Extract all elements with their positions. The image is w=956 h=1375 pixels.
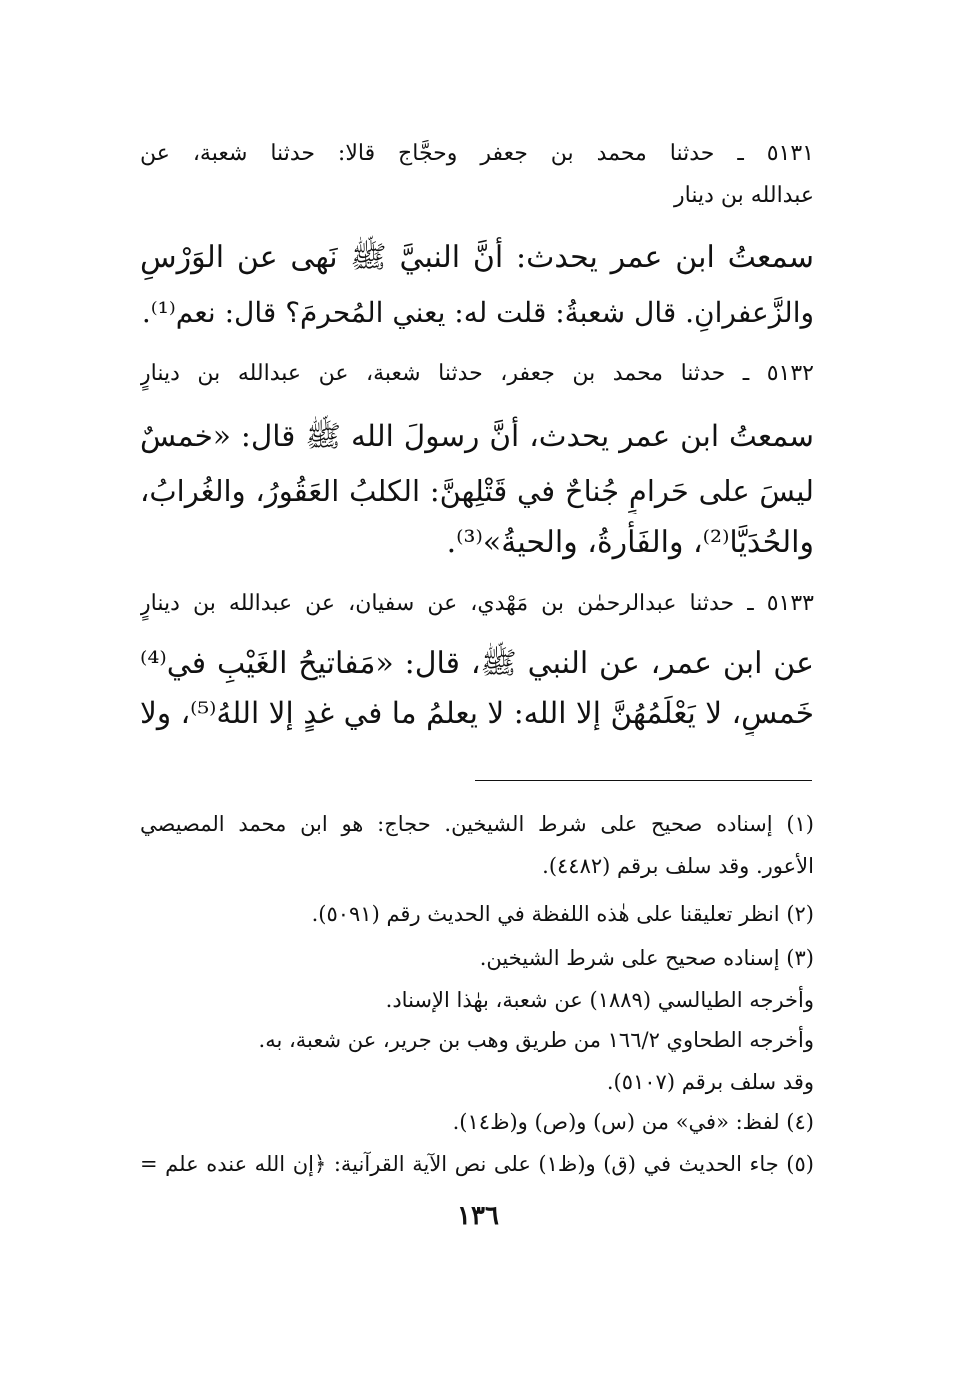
footnote-3-line-3: وأخرجه الطحاوي ١٦٦/٢ من طريق وهب بن جرير، عن شعبة، به. [258,1028,814,1052]
hadith-5133-matn-line-1: عن ابن عمر، عن النبي ﷺ، قال: «مَفاتيحُ الغَيْبِ في⁽⁴⁾ [140,646,814,681]
hadith-5133-matn-line-2: خَمسٍ، لا يَعْلَمُهُنَّ إلا الله: لا يعلمُ ما في غدٍ إلا اللهُ⁽⁵⁾، ولا [140,696,814,730]
footnote-3-line-1: (٣) إسناده صحيح على شرط الشيخين. [479,946,814,970]
footnote-3-line-2: وأخرجه الطيالسي (١٨٨٩) عن شعبة، بهٰذا الإسناد. [385,988,814,1012]
footnote-separator [475,780,812,781]
footnote-4: (٤) لفظ: «في» من (س) و(ص) و(ظ١٤). [452,1110,814,1134]
hadith-5132-matn-line-3: والحُدَيَّا⁽²⁾، والفَأْرةُ، والحيةُ»⁽³⁾. [446,525,814,560]
footnote-5: (٥) جاء الحديث في (ق) و(ظ١) على نص الآية القرآنية: ﴿إن الله عنده علم = [140,1152,814,1176]
footnote-1-line-2: الأعور. وقد سلف برقم (٤٤٨٢). [542,854,814,878]
hadith-5133-isnad-line-1: ٥١٣٣ ـ حدثنا عبدالرحمٰن بن مَهْدي، عن سفيان، عن عبدالله بن دينارٍ [140,591,814,616]
page-number: ١٣٦ [457,1201,499,1231]
hadith-5131-isnad-line-2: عبدالله بن دينار [674,183,814,208]
hadith-5132-matn-line-1: سمعتُ ابن عمر يحدث، أنَّ رسولَ الله ﷺ قال: «خمسٌ [140,419,814,453]
hadith-5131-matn-line-1: سمعتُ ابن عمر يحدث: أنَّ النبيَّ ﷺ نَهى عن الوَرْسِ [140,240,814,275]
hadith-5131-matn-line-2: والزَّعفرانِ. قال شعبةُ: قلت له: يعني المُحرمَ؟ قال: نعم⁽¹⁾. [141,296,814,329]
hadith-5132-matn-line-2: ليسَ على حَرامٍ جُناحٌ في قَتْلِهنَّ: الكلبُ العَقُورُ، والغُرابُ، [140,474,814,508]
footnote-1-line-1: (١) إسناده صحيح على شرط الشيخين. حجاج: هو ابن محمد المصيصي [140,812,814,836]
hadith-5132-isnad-line-1: ٥١٣٢ ـ حدثنا محمد بن جعفر، حدثنا شعبة، عن عبدالله بن دينارٍ [140,361,814,386]
footnote-2: (٢) انظر تعليقنا على هٰذه اللفظة في الحديث رقم (٥٠٩١). [311,902,814,926]
footnote-3-line-4: وقد سلف برقم (٥١٠٧). [606,1070,814,1094]
hadith-5131-isnad-line-1: ٥١٣١ ـ حدثنا محمد بن جعفر وحجَّاج قالا: حدثنا شعبة، عن [140,141,814,166]
